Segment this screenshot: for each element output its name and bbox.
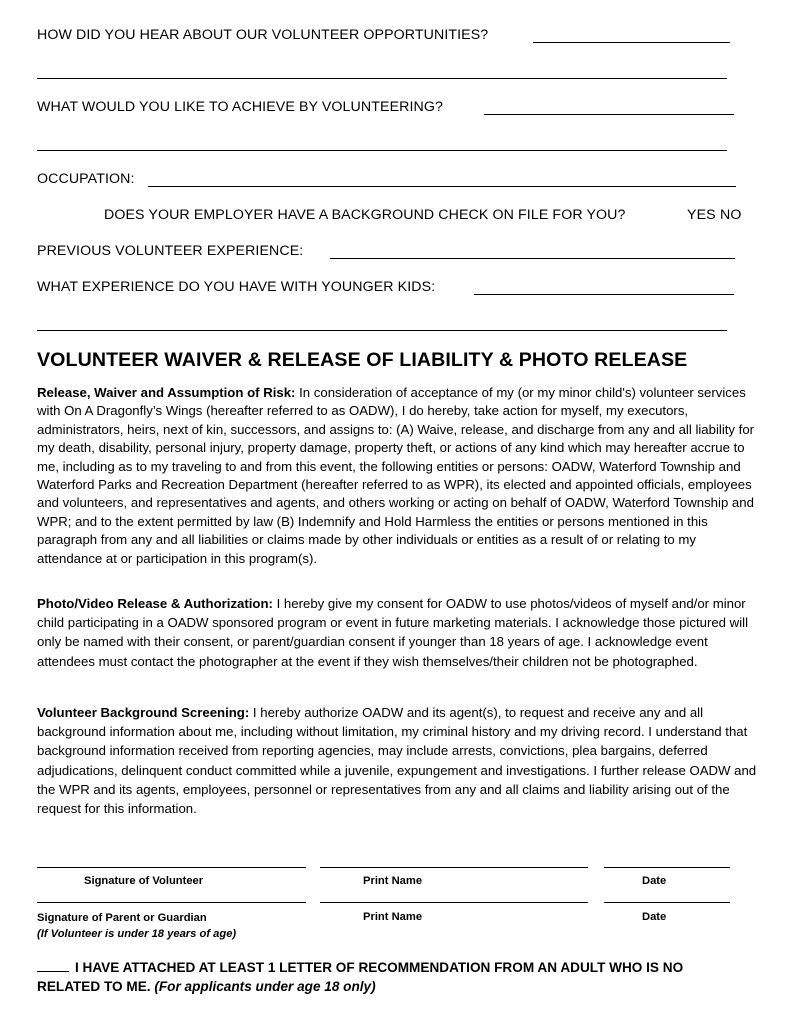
recommendation-line-1 — [37, 958, 683, 977]
guardian-print-name-line[interactable] — [320, 902, 588, 903]
recommendation-line-2 — [37, 977, 683, 996]
occupation-label: OCCUPATION: — [37, 171, 135, 187]
recommendation-line-1-text: I HAVE ATTACHED AT LEAST 1 LETTER OF RECOMMENDATION FROM AN ADULT WHO IS NO — [75, 960, 684, 975]
recommendation-checkbox-blank[interactable] — [37, 959, 69, 972]
guardian-note: (If Volunteer is under 18 years of age) — [37, 928, 237, 940]
achieve-extra-field[interactable] — [37, 150, 727, 151]
background-heading: Volunteer Background Screening: — [37, 705, 250, 720]
release-paragraph — [37, 384, 759, 568]
achieve-field[interactable] — [484, 114, 734, 115]
volunteer-signature-label: Signature of Volunteer — [84, 875, 204, 887]
previous-experience-field[interactable] — [330, 258, 735, 259]
recommendation-line-2-bold: RELATED TO ME. — [37, 979, 151, 994]
volunteer-date-label: Date — [642, 875, 667, 887]
recommendation-statement — [37, 958, 683, 996]
guardian-print-name-label: Print Name — [363, 911, 423, 923]
volunteer-date-line[interactable] — [604, 867, 730, 868]
release-heading: Release, Waiver and Assumption of Risk: — [37, 385, 296, 400]
volunteer-print-name-label: Print Name — [363, 875, 423, 887]
guardian-date-label: Date — [642, 911, 667, 923]
hear-about-extra-field[interactable] — [37, 78, 727, 79]
occupation-field[interactable] — [148, 186, 736, 187]
volunteer-signature-line[interactable] — [37, 867, 306, 868]
guardian-signature-line[interactable] — [37, 902, 306, 903]
waiver-title: VOLUNTEER WAIVER & RELEASE OF LIABILITY & PHOTO RELEASE — [37, 349, 688, 371]
background-check-yes-option[interactable]: YES — [687, 207, 716, 223]
background-text: I hereby authorize OADW and its agent(s), to request and receive any and all background information about me, including without limitation, my criminal history and my driving record. I understand that background information received from reporting agencies, may include arrests, convictions, plea bargains, deferred adjudications, delinquent conduct committed while a juvenile, expungement and investigations. I further release OADW and the WPR and its agents, employees, personnel or representatives from any and all claims and liability arising out of the request for this information. — [37, 705, 757, 817]
photo-heading: Photo/Video Release & Authorization: — [37, 596, 273, 611]
hear-about-label: HOW DID YOU HEAR ABOUT OUR VOLUNTEER OPPORTUNITIES? — [37, 27, 489, 43]
background-paragraph — [37, 703, 759, 818]
kids-experience-field[interactable] — [474, 294, 734, 295]
kids-experience-extra-field[interactable] — [37, 330, 727, 331]
volunteer-print-name-line[interactable] — [320, 867, 588, 868]
background-check-question: DOES YOUR EMPLOYER HAVE A BACKGROUND CHECK ON FILE FOR YOU? — [104, 207, 626, 223]
release-text: In consideration of acceptance of my (or my minor child's) volunteer services with On A Dragonfly’s Wings (hereafter referred to as OADW), I do hereby, take action for myself, my executors, administrators, heirs, next of kin, successors, and assigns to: (A) Waive, release, and discharge from any and all liability for my death, disability, personal injury, property damage, property theft, or actions of any kind which may hereafter accrue to me, including as to my traveling to and from this event, the following entities or persons: OADW, Waterford Township and Waterford Parks and Recreation Department (hereafter referred to as WPR), its elected and appointed officials, employees and volunteers, and representatives and agents, and others working or acting on behalf of OADW, Waterford Township and WPR; and to the extent permitted by law (B) Indemnify and Hold Harmless the entities or persons mentioned in this paragraph from any and all liabilities or claims made by other individuals or entities as a result of or relating to my attendance at or participation in this program(s). — [37, 385, 755, 566]
previous-experience-label: PREVIOUS VOLUNTEER EXPERIENCE: — [37, 243, 304, 259]
kids-experience-label: WHAT EXPERIENCE DO YOU HAVE WITH YOUNGER KIDS: — [37, 279, 436, 295]
recommendation-line-2-italic: (For applicants under age 18 only) — [154, 979, 376, 994]
photo-text: I hereby give my consent for OADW to use photos/videos of myself and/or minor child participating in a OADW sponsored program or event in future marketing materials. I acknowledge those pictured will only be named with their consent, or parent/guardian consent if younger than 18 years of age. I acknowledge event attendees must contact the photographer at the event if they wish themselves/their children not be photographed. — [37, 596, 748, 669]
background-check-no-option[interactable]: NO — [720, 207, 742, 223]
achieve-label: WHAT WOULD YOU LIKE TO ACHIEVE BY VOLUNTEERING? — [37, 99, 443, 115]
guardian-signature-label: Signature of Parent or Guardian — [37, 912, 207, 924]
guardian-date-line[interactable] — [604, 902, 730, 903]
hear-about-field[interactable] — [533, 42, 730, 43]
photo-paragraph — [37, 594, 759, 671]
